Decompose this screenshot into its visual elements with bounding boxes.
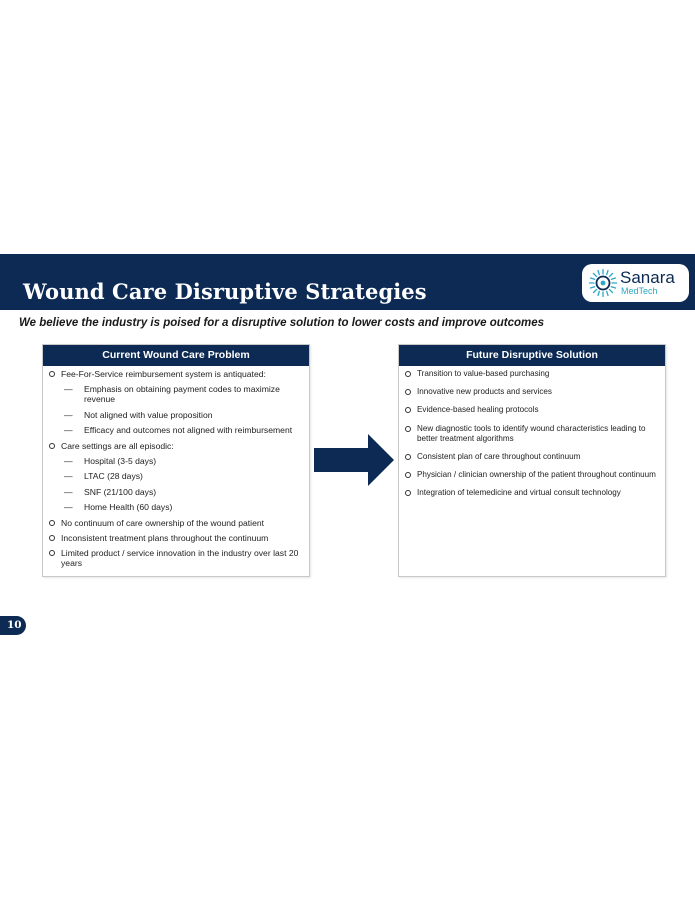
list-item-text: Consistent plan of care throughout continuum bbox=[417, 451, 581, 461]
slide bbox=[0, 254, 695, 640]
list-item bbox=[48, 518, 303, 528]
bullet-icon bbox=[49, 535, 55, 541]
list-item bbox=[404, 452, 659, 462]
list-item-text: Efficacy and outcomes not aligned with reimbursement bbox=[84, 425, 293, 436]
list-item-text: Care settings are all episodic: bbox=[61, 440, 174, 451]
list-item bbox=[404, 470, 659, 480]
list-item-text: Limited product / service innovation in the industry over last 20 years bbox=[61, 548, 299, 569]
current-problem-header: Current Wound Care Problem bbox=[43, 345, 309, 366]
right-arrow-icon bbox=[314, 434, 394, 486]
bullet-icon bbox=[405, 426, 411, 432]
list-item bbox=[404, 369, 659, 379]
company-logo bbox=[582, 264, 689, 302]
bullet-icon bbox=[405, 454, 411, 460]
list-item bbox=[404, 387, 659, 397]
title-bar bbox=[0, 254, 695, 310]
slide-subtitle: We believe the industry is poised for a disruptive solution to lower costs and improve outcomes bbox=[19, 317, 545, 329]
list-item-text: No continuum of care ownership of the wound patient bbox=[61, 517, 265, 528]
sub-list-item bbox=[48, 410, 303, 420]
dash-icon: — bbox=[64, 486, 73, 497]
page-number: 10 bbox=[0, 616, 26, 635]
dash-icon: — bbox=[64, 425, 73, 436]
list-item-text: Evidence-based healing protocols bbox=[417, 405, 539, 415]
bullet-icon bbox=[405, 389, 411, 395]
current-problem-panel bbox=[42, 344, 310, 577]
sub-list-item bbox=[48, 384, 303, 404]
list-item bbox=[48, 533, 303, 543]
dash-icon: — bbox=[64, 502, 73, 513]
list-item-text: Home Health (60 days) bbox=[84, 502, 173, 513]
list-item-text: Fee-For-Service reimbursement system is antiquated: bbox=[61, 369, 266, 379]
list-item-text: Emphasis on obtaining payment codes to maximize revenue bbox=[84, 384, 280, 405]
future-solution-panel bbox=[398, 344, 666, 577]
list-item-text: Hospital (3-5 days) bbox=[84, 455, 157, 466]
sub-list-item bbox=[48, 487, 303, 497]
dash-icon: — bbox=[64, 455, 73, 466]
list-item bbox=[48, 548, 303, 568]
list-item-text: Transition to value-based purchasing bbox=[417, 369, 550, 378]
list-item-text: Innovative new products and services bbox=[417, 387, 552, 397]
sanara-medtech-logo-icon bbox=[588, 268, 618, 298]
list-item-text: New diagnostic tools to identify wound characteristics leading to better treatment algorithms bbox=[417, 423, 646, 443]
sub-list-item bbox=[48, 456, 303, 466]
list-item bbox=[48, 441, 303, 451]
dash-icon: — bbox=[64, 409, 73, 420]
slide-title: Wound Care Disruptive Strategies bbox=[23, 279, 427, 304]
list-item bbox=[404, 405, 659, 415]
dash-icon: — bbox=[64, 384, 73, 395]
list-item bbox=[404, 424, 659, 444]
future-solution-list bbox=[399, 366, 665, 498]
future-solution-header: Future Disruptive Solution bbox=[399, 345, 665, 366]
bullet-icon bbox=[405, 472, 411, 478]
sub-list-item bbox=[48, 502, 303, 512]
bullet-icon bbox=[49, 371, 55, 377]
list-item-text: SNF (21/100 days) bbox=[84, 486, 157, 497]
list-item bbox=[404, 488, 659, 498]
list-item bbox=[48, 369, 303, 379]
dash-icon: — bbox=[64, 471, 73, 482]
bullet-icon bbox=[405, 407, 411, 413]
bullet-icon bbox=[49, 520, 55, 526]
logo-name: Sanara bbox=[620, 268, 675, 287]
list-item-text: Not aligned with value proposition bbox=[84, 409, 213, 420]
list-item-text: Inconsistent treatment plans throughout the continuum bbox=[61, 532, 269, 543]
list-item-text: LTAC (28 days) bbox=[84, 471, 143, 482]
list-item-text: Integration of telemedicine and virtual consult technology bbox=[417, 488, 621, 498]
sub-list-item bbox=[48, 471, 303, 481]
bullet-icon bbox=[49, 443, 55, 449]
current-problem-list bbox=[43, 366, 309, 568]
sub-list-item bbox=[48, 425, 303, 435]
bullet-icon bbox=[49, 550, 55, 556]
bullet-icon bbox=[405, 371, 411, 377]
list-item-text: Physician / clinician ownership of the patient throughout continuum bbox=[417, 469, 656, 479]
logo-subtitle: MedTech bbox=[621, 286, 658, 296]
bullet-icon bbox=[405, 490, 411, 496]
